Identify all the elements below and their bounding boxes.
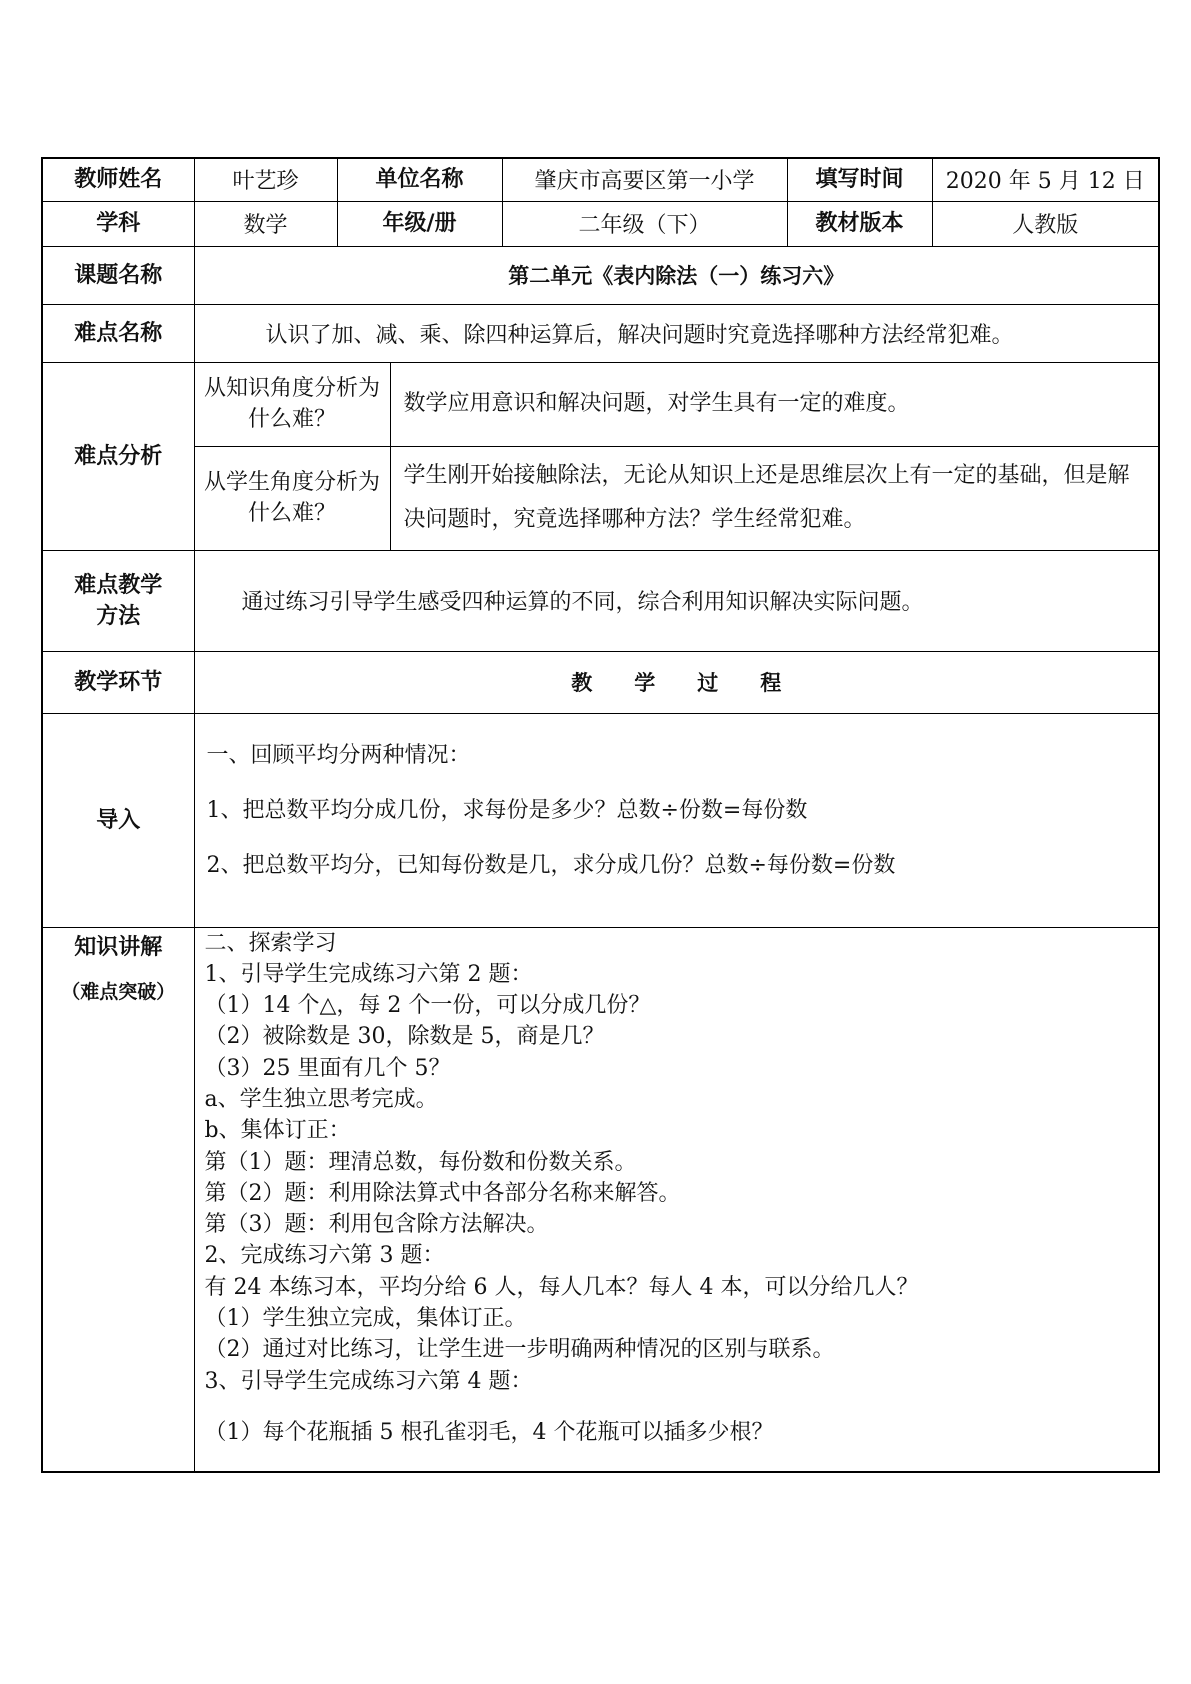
subject-label: 学科 bbox=[42, 201, 194, 246]
header-row-1 bbox=[42, 158, 1159, 201]
fill-date-label: 填写时间 bbox=[787, 158, 932, 201]
process-title: 教学过程 bbox=[194, 651, 1159, 713]
intro-line: 2、把总数平均分，已知每份数是几，求分成几份？总数÷每份数=份数 bbox=[206, 852, 896, 878]
explain-line: a、学生独立思考完成。 bbox=[204, 1086, 438, 1112]
grade-value: 二年级（下） bbox=[502, 201, 787, 246]
explain-line: （3）25 里面有几个 5？ bbox=[204, 1055, 451, 1081]
fill-date-value: 2020 年 5 月 12 日 bbox=[932, 158, 1159, 201]
difficulty-value: 认识了加、减、乘、除四种运算后，解决问题时究竟选择哪种方法经常犯难。 bbox=[194, 304, 1159, 362]
analysis-label: 难点分析 bbox=[42, 362, 194, 550]
lesson-plan-table bbox=[41, 157, 1160, 1473]
method-label: 难点教学方法 bbox=[42, 550, 194, 651]
knowledge-answer: 数学应用意识和解决问题，对学生具有一定的难度。 bbox=[390, 362, 1159, 446]
explain-line: 二、探索学习 bbox=[204, 930, 337, 956]
teacher-name-label: 教师姓名 bbox=[42, 158, 194, 201]
student-answer: 学生刚开始接触除法，无论从知识上还是思维层次上有一定的基础，但是解决问题时，究竟选择哪种方法？学生经常犯难。 bbox=[390, 446, 1159, 550]
explain-label: 知识讲解 bbox=[74, 934, 163, 960]
method-row bbox=[42, 550, 1159, 651]
explain-label-cell bbox=[42, 927, 194, 1472]
explain-content bbox=[194, 927, 1159, 1472]
edition-value: 人教版 bbox=[932, 201, 1159, 246]
difficulty-row bbox=[42, 304, 1159, 362]
lesson-title-value: 第二单元《表内除法（一）练习六》 bbox=[194, 246, 1159, 304]
edition-label: 教材版本 bbox=[787, 201, 932, 246]
intro-line: 一、回顾平均分两种情况： bbox=[206, 742, 471, 768]
explain-line: （1）学生独立完成，集体订正。 bbox=[204, 1306, 527, 1332]
explain-sublabel: （难点突破） bbox=[61, 980, 176, 1003]
knowledge-question: 从知识角度分析为什么难？ bbox=[194, 362, 390, 446]
intro-row bbox=[42, 713, 1159, 927]
explain-line: b、集体订正： bbox=[204, 1118, 351, 1144]
unit-name-value: 肇庆市高要区第一小学 bbox=[502, 158, 787, 201]
explain-line: （2）被除数是 30，除数是 5，商是几？ bbox=[204, 1024, 605, 1050]
explain-line: 有 24 本练习本，平均分给 6 人，每人几本？每人 4 本，可以分给几人？ bbox=[204, 1274, 919, 1300]
process-label: 教学环节 bbox=[42, 651, 194, 713]
method-value: 通过练习引导学生感受四种运算的不同，综合利用知识解决实际问题。 bbox=[194, 550, 1159, 651]
explain-row bbox=[42, 927, 1159, 1472]
analysis-row-knowledge bbox=[42, 362, 1159, 446]
difficulty-label: 难点名称 bbox=[42, 304, 194, 362]
analysis-row-student bbox=[42, 446, 1159, 550]
explain-line: 第（2）题：利用除法算式中各部分名称来解答。 bbox=[204, 1180, 681, 1206]
student-question: 从学生角度分析为什么难？ bbox=[194, 446, 390, 550]
explain-line: （1）14 个△，每 2 个一份，可以分成几份？ bbox=[204, 993, 651, 1019]
intro-content bbox=[194, 713, 1159, 927]
teacher-name-value: 叶艺珍 bbox=[194, 158, 337, 201]
explain-last-line: （1）每个花瓶插 5 根孔雀羽毛，4 个花瓶可以插多少根？ bbox=[204, 1419, 774, 1445]
process-header-row bbox=[42, 651, 1159, 713]
intro-line: 1、把总数平均分成几份，求每份是多少？总数÷份数=每份数 bbox=[206, 797, 808, 823]
lesson-title-label: 课题名称 bbox=[42, 246, 194, 304]
lesson-title-row bbox=[42, 246, 1159, 304]
explain-line: 3、引导学生完成练习六第 4 题： bbox=[204, 1368, 533, 1394]
subject-value: 数学 bbox=[194, 201, 337, 246]
header-row-2 bbox=[42, 201, 1159, 246]
grade-label: 年级/册 bbox=[337, 201, 502, 246]
explain-line: 第（1）题：理清总数，每份数和份数关系。 bbox=[204, 1149, 637, 1175]
explain-line: （2）通过对比练习，让学生进一步明确两种情况的区别与联系。 bbox=[204, 1337, 835, 1363]
explain-line: 第（3）题：利用包含除方法解决。 bbox=[204, 1212, 549, 1238]
explain-line: 2、完成练习六第 3 题： bbox=[204, 1243, 445, 1269]
explain-line: 1、引导学生完成练习六第 2 题： bbox=[204, 961, 533, 987]
intro-label: 导入 bbox=[42, 713, 194, 927]
unit-name-label: 单位名称 bbox=[337, 158, 502, 201]
